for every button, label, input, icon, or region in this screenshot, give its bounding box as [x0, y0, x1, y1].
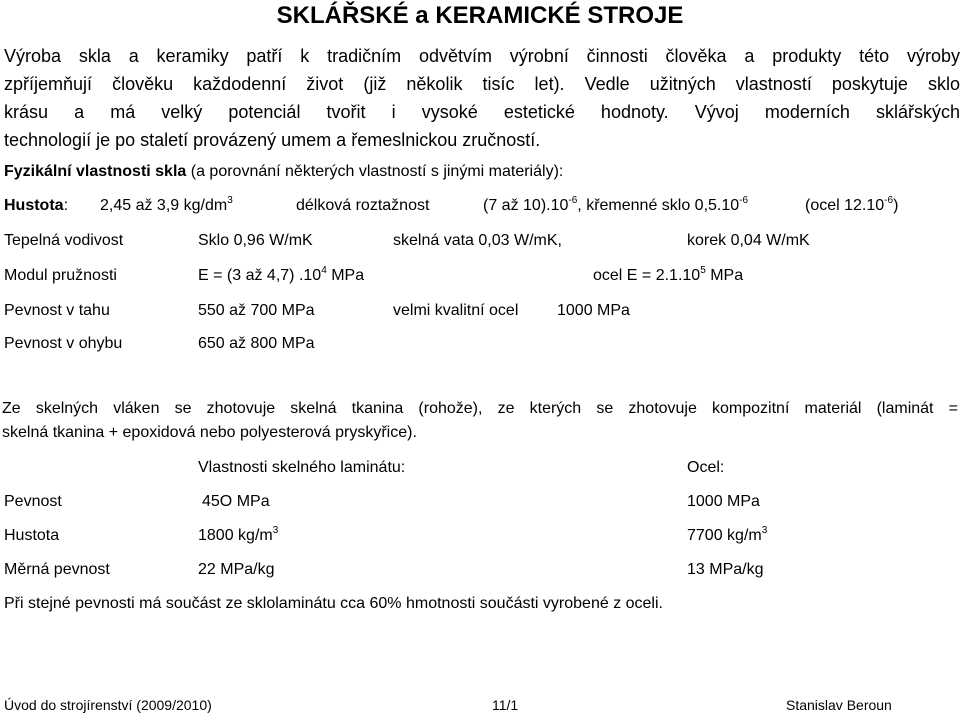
page-title: SKLÁŘSKÉ a KERAMICKÉ STROJE — [276, 2, 684, 29]
steel-value-text: 7700 kg/m — [687, 527, 762, 544]
thermal-conductivity-label: Tepelná vodivost — [4, 232, 124, 249]
glass-wool-conductivity: skelná vata 0,03 W/mK, — [393, 232, 562, 249]
steel-modulus-sup: 5 — [700, 265, 706, 276]
laminate-value-text: 22 MPa/kg — [198, 561, 275, 578]
density-colon: : — [63, 197, 69, 214]
intro-paragraph — [4, 42, 960, 154]
steel-expansion-sup: -6 — [884, 195, 894, 206]
expansion-label: délková roztažnost — [296, 197, 430, 214]
comparison-row-label: Měrná pevnost — [4, 561, 110, 578]
comparison-conclusion: Při stejné pevnosti má součást ze sklolaminátu cca 60% hmotnosti součásti vyrobené z oceli. — [4, 595, 663, 612]
quartz-expansion-sup: -6 — [739, 195, 749, 206]
composite-line: skelná tkanina + epoxidová nebo polyesterová pryskyřice). — [2, 424, 417, 441]
steel-modulus — [593, 267, 743, 285]
steel-expansion-text: (ocel 12.10 — [805, 197, 885, 214]
properties-heading-row — [4, 163, 563, 181]
steel-value — [687, 493, 760, 511]
steel-modulus-unit: MPa — [705, 267, 744, 284]
bending-strength-label: Pevnost v ohybu — [4, 335, 123, 352]
glass-modulus — [198, 267, 364, 285]
density-value — [100, 197, 233, 215]
steel-expansion — [805, 197, 898, 215]
steel-column-header: Ocel: — [687, 459, 725, 476]
steel-value-text: 13 MPa/kg — [687, 561, 764, 578]
intro-line: zpříjemňují člověku každodenní život (již několik tisíc let). Vedle užitných vlastností poskytuje sklo — [4, 74, 960, 94]
expansion-value-sup: -6 — [568, 195, 578, 206]
laminate-value — [198, 561, 274, 579]
laminate-value-text: 45O MPa — [202, 493, 270, 510]
laminate-value-sup: 3 — [272, 525, 279, 536]
footer-page-number: 11/1 — [492, 697, 519, 713]
steel-value-sup: 3 — [761, 525, 768, 536]
expansion-value — [483, 197, 748, 215]
tensile-strength-label: Pevnost v tahu — [4, 302, 110, 319]
glass-tensile-strength: 550 až 700 MPa — [198, 302, 315, 319]
density-value-sup: 3 — [227, 195, 233, 206]
composite-paragraph — [2, 397, 958, 445]
steel-tensile-label: velmi kvalitní ocel — [393, 302, 519, 319]
steel-tensile-strength: 1000 MPa — [557, 302, 630, 319]
laminate-value-text: 1800 kg/m — [198, 527, 273, 544]
glass-bending-strength: 650 až 800 MPa — [198, 335, 315, 352]
elastic-modulus-label: Modul pružnosti — [4, 267, 117, 284]
steel-value — [687, 561, 763, 579]
steel-expansion-close: ) — [893, 197, 899, 214]
glass-modulus-unit: MPa — [326, 267, 365, 284]
laminate-column-header: Vlastnosti skelného laminátu: — [198, 459, 406, 476]
intro-line: Výroba skla a keramiky patří k tradičním odvětvím výrobní činnosti člověka a produkty této výroby — [4, 46, 960, 66]
footer-course: Úvod do strojírenství (2009/2010) — [4, 697, 212, 713]
glass-modulus-sup: 4 — [321, 265, 327, 276]
intro-line: technologií je po staletí provázený umem a řemeslnickou zručností. — [4, 130, 541, 150]
expansion-value-text: (7 až 10).10 — [483, 197, 569, 214]
quartz-expansion-text: , křemenné sklo 0,5.10 — [577, 197, 740, 214]
laminate-value — [202, 493, 270, 511]
glass-conductivity: Sklo 0,96 W/mK — [198, 232, 313, 249]
composite-line: Ze skelných vláken se zhotovuje skelná tkanina (rohože), ze kterých se zhotovuje kompozitní materiál (laminát = — [2, 400, 958, 417]
laminate-value — [198, 527, 278, 545]
steel-value — [687, 527, 767, 545]
comparison-row-label: Hustota — [4, 527, 60, 544]
cork-conductivity: korek 0,04 W/mK — [687, 232, 810, 249]
steel-modulus-text: ocel E = 2.1.10 — [593, 267, 701, 284]
density-label: Hustota — [4, 197, 64, 214]
comparison-row-label: Pevnost — [4, 493, 62, 510]
properties-heading: Fyzikální vlastnosti skla — [4, 163, 187, 180]
intro-line: krásu a má velký potenciál tvořit i vysoké estetické hodnoty. Vývoj moderních sklářských — [4, 102, 960, 122]
steel-value-text: 1000 MPa — [687, 493, 760, 510]
footer-author: Stanislav Beroun — [786, 697, 892, 713]
density-value-text: 2,45 až 3,9 kg/dm — [100, 197, 228, 214]
density-label-cell — [4, 197, 68, 215]
glass-modulus-text: E = (3 až 4,7) .10 — [198, 267, 322, 284]
properties-heading-note: (a porovnání některých vlastností s jinými materiály): — [190, 163, 564, 180]
